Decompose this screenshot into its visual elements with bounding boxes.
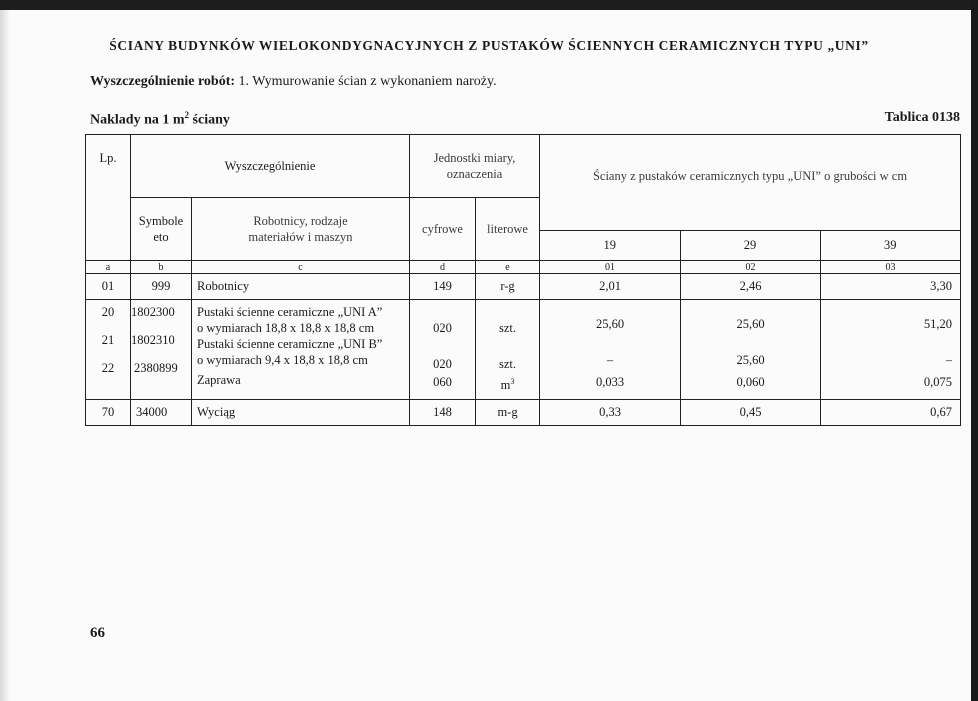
name-zaprawa: Zaprawa — [197, 373, 241, 387]
v19-3: 0,033 — [595, 375, 625, 389]
row70-v29: 0,45 — [681, 400, 821, 426]
letter-c: c — [192, 261, 410, 274]
naklady-prefix: Naklady na 1 m — [90, 112, 185, 128]
header-literowe: literowe — [476, 198, 540, 261]
header-row-2 — [86, 198, 961, 261]
page-heading: ŚCIANY BUDYNKÓW WIELOKONDYGNACYJNYCH Z PUSTAKÓW ŚCIENNYCH CERAMICZNYCH TYPU „UNI” — [109, 38, 869, 53]
table-number: Tablica 0138 — [884, 110, 960, 125]
row70-v19: 0,33 — [540, 400, 681, 426]
v19-1: 25,60 — [595, 317, 625, 331]
group-v29 — [681, 300, 821, 400]
naklady-suffix: ściany — [189, 112, 230, 128]
row70-name: Wyciąg — [192, 400, 410, 426]
v29-3: 0,060 — [736, 375, 765, 389]
work-label: Wyszczególnienie robót: — [90, 74, 236, 89]
header-wyszczegolnienie: Wyszczególnienie — [131, 135, 410, 198]
literowe-2: szt. — [499, 357, 517, 371]
letter-d: d — [410, 261, 476, 274]
letter-e: e — [476, 261, 540, 274]
row70-cyfrowe: 148 — [410, 400, 476, 426]
header-symbole — [131, 198, 192, 261]
literowe-3-sup: 3 — [510, 377, 515, 386]
name-uni-b: Pustaki ścienne ceramiczne „UNI B” — [197, 337, 383, 351]
thickness-39: 39 — [820, 230, 960, 260]
header-row-1 — [86, 135, 961, 198]
header-robotnicy — [192, 198, 410, 261]
letter-row — [86, 261, 961, 274]
name-uni-a: Pustaki ścienne ceramiczne „UNI A” — [197, 305, 383, 319]
row70-symbol: 34000 — [131, 400, 192, 426]
row01-symbol: 999 — [131, 274, 192, 300]
row70-lp: 70 — [86, 400, 131, 426]
group-symbol — [131, 300, 192, 400]
group-v39 — [821, 300, 961, 400]
header-symbole-line2: eto — [153, 230, 169, 244]
row01-v29: 2,46 — [681, 274, 821, 300]
row70-literowe: m-g — [476, 400, 540, 426]
scan-top-border — [0, 0, 978, 10]
group-literowe — [476, 300, 540, 400]
row01-v19: 2,01 — [540, 274, 681, 300]
work-description — [90, 74, 497, 90]
work-text: 1. Wymurowanie ścian z wykonaniem naroży. — [238, 74, 497, 89]
row01-literowe: r-g — [476, 274, 540, 300]
group-v19 — [540, 300, 681, 400]
group-lp-22: 22 — [101, 361, 115, 375]
header-robotnicy-line1: Robotnicy, rodzaje — [253, 214, 348, 228]
header-jednostki-line2: oznaczenia — [446, 167, 503, 181]
cyfrowe-3: 060 — [433, 375, 452, 389]
header-sciany: Ściany z pustaków ceramicznych typu „UNI” o grubości w cm — [540, 135, 961, 198]
group-names — [192, 300, 410, 400]
table-row — [86, 274, 961, 300]
v19-2: – — [606, 353, 614, 367]
naklady-sup: 2 — [184, 110, 190, 120]
thickness-subtable — [540, 230, 960, 261]
row70-v39: 0,67 — [821, 400, 961, 426]
header-jednostki-line1: Jednostki miary, — [433, 151, 516, 165]
row01-v39: 3,30 — [821, 274, 961, 300]
header-lp: Lp. — [86, 135, 131, 261]
group-cyfrowe — [410, 300, 476, 400]
page-number: 66 — [90, 625, 105, 641]
thickness-19: 19 — [540, 230, 680, 260]
literowe-3-unit: m — [500, 378, 511, 393]
v29-2: 25,60 — [736, 353, 765, 367]
header-cyfrowe: cyfrowe — [410, 198, 476, 261]
name-uni-a-dims: o wymiarach 18,8 x 18,8 x 18,8 cm — [197, 321, 375, 335]
thickness-29: 29 — [680, 230, 820, 260]
letter-03: 03 — [821, 261, 961, 274]
group-symbol-1: 1802300 — [131, 305, 175, 319]
group-lp-21: 21 — [101, 333, 115, 347]
letter-a: a — [86, 261, 131, 274]
letter-b: b — [131, 261, 192, 274]
table-row-group — [86, 300, 961, 400]
header-thickness-wrap — [540, 198, 961, 261]
v29-1: 25,60 — [736, 317, 765, 331]
header-jednostki — [410, 135, 540, 198]
v39-1: 51,20 — [923, 317, 953, 331]
cyfrowe-1: 020 — [433, 321, 452, 335]
name-uni-b-dims: o wymiarach 9,4 x 18,8 x 18,8 cm — [197, 353, 368, 367]
scan-left-shadow — [0, 10, 10, 701]
group-symbol-2: 1802310 — [131, 333, 175, 347]
table-row — [86, 400, 961, 426]
letter-02: 02 — [681, 261, 821, 274]
row01-name: Robotnicy — [192, 274, 410, 300]
group-lp — [86, 300, 131, 400]
header-symbole-line1: Symbole — [138, 214, 184, 228]
literowe-3 — [476, 374, 539, 393]
scan-right-border — [971, 0, 978, 701]
header-robotnicy-line2: materiałów i maszyn — [248, 230, 353, 244]
naklady-caption — [90, 110, 230, 129]
v39-3: 0,075 — [923, 375, 953, 389]
norm-table — [85, 134, 961, 426]
literowe-1: szt. — [499, 321, 517, 335]
group-symbol-3: 2380899 — [134, 361, 178, 375]
letter-01: 01 — [540, 261, 681, 274]
cyfrowe-2: 020 — [433, 357, 452, 371]
row01-cyfrowe: 149 — [410, 274, 476, 300]
v39-2: – — [945, 353, 953, 367]
group-lp-20: 20 — [101, 305, 115, 319]
row01-lp: 01 — [86, 274, 131, 300]
